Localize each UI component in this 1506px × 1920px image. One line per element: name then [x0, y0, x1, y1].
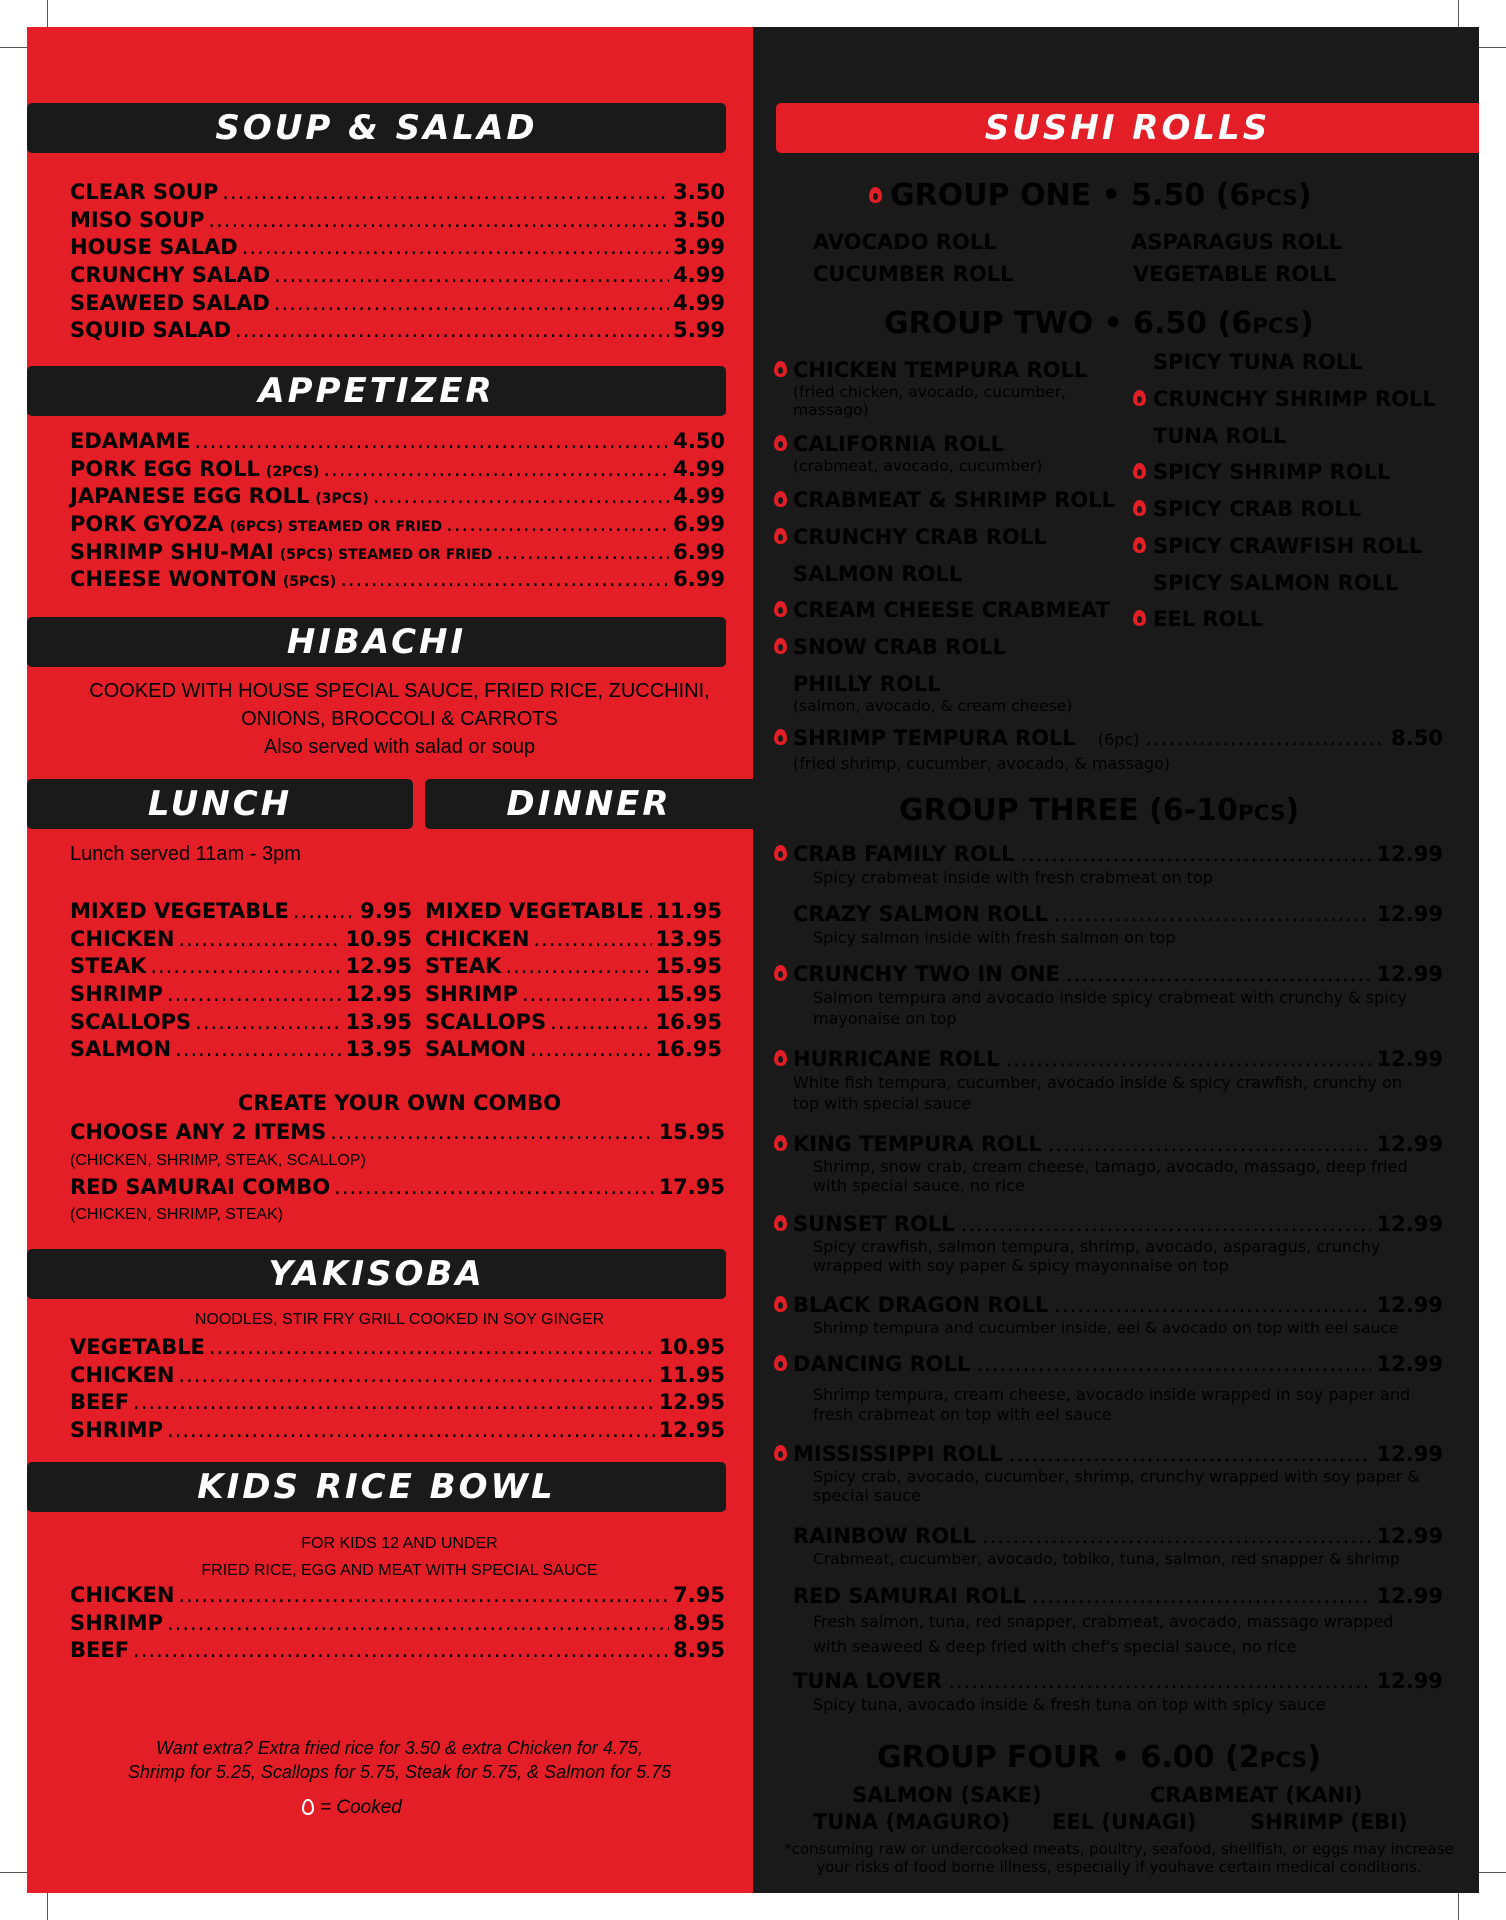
combo-list — [70, 1119, 725, 1228]
roll-item: KING TEMPURA ROLL ..... 12.99 Shrimp, snow crab, cream cheese, tamago, avocado, massago, deep fried with special sauce, no rice — [793, 1131, 1443, 1195]
yakisoba-subtitle: NOODLES, STIR FRY GRILL COOKED IN SOY GINGER — [194, 1311, 605, 1328]
section-title: KIDS RICE BOWL — [197, 1467, 556, 1507]
menu-row: SHRIMP ..... 12.95 — [70, 981, 412, 1009]
hibachi-header — [27, 617, 726, 667]
menu-row: CHEESE WONTON (5PCS) ..... 6.99 — [70, 566, 725, 594]
flame-icon — [774, 845, 787, 861]
menu-row: MISO SOUP ..... 3.50 — [70, 207, 725, 235]
soup-salad-header — [27, 103, 726, 153]
lunch-header — [27, 779, 413, 829]
menu-row: SEAWEED SALAD ..... 4.99 — [70, 290, 725, 318]
roll-item: SALMON ROLL — [793, 562, 963, 586]
menu-row: CHICKEN ..... 13.95 — [425, 926, 722, 954]
menu-row: SALMON ..... 13.95 — [70, 1036, 412, 1064]
dinner-header — [425, 779, 753, 829]
menu-row: SHRIMP ..... 12.95 — [70, 1417, 725, 1445]
menu-row: SQUID SALAD ..... 5.99 — [70, 317, 725, 345]
flame-icon — [774, 491, 787, 507]
roll-item: RED SAMURAI ROLL ..... 12.99 Fresh salmon, tuna, red snapper, crabmeat, avocado, massago wrapped with seaweed & deep fried with chef's special sauce, no rice — [793, 1583, 1443, 1659]
kids-description: FOR KIDS 12 AND UNDER FRIED RICE, EGG AND MEAT WITH SPECIAL SAUCE — [201, 1535, 598, 1579]
flame-icon — [1133, 463, 1146, 479]
section-title: APPETIZER — [258, 371, 495, 411]
roll-item: CRAB FAMILY ROLL ..... 12.99 Spicy crabmeat inside with fresh crabmeat on top — [793, 841, 1443, 888]
menu-row: SHRIMP ..... 15.95 — [425, 981, 722, 1009]
roll-item: EEL (UNAGI) — [1052, 1810, 1197, 1834]
roll-item: RAINBOW ROLL ..... 12.99 Crabmeat, cucumber, avocado, tobiko, tuna, salmon, red snapper & shrimp — [793, 1523, 1443, 1570]
lunch-list — [70, 898, 412, 1064]
menu-row: CLEAR SOUP ..... 3.50 — [70, 179, 725, 207]
menu-row: EDAMAME ..... 4.50 — [70, 428, 725, 456]
menu-row: CRUNCHY SALAD ..... 4.99 — [70, 262, 725, 290]
menu-row: SALMON ..... 16.95 — [425, 1036, 722, 1064]
roll-item: SPICY TUNA ROLL — [1153, 350, 1363, 374]
kids-list — [70, 1582, 725, 1665]
menu-row: CHICKEN ..... 11.95 — [70, 1362, 725, 1390]
sushi-rolls-header — [776, 103, 1479, 153]
section-title: HIBACHI — [286, 622, 467, 662]
roll-item: SPICY CRAB ROLL — [1153, 497, 1362, 521]
flame-icon — [1133, 390, 1146, 406]
flame-icon — [774, 1355, 787, 1371]
flame-icon — [774, 1445, 787, 1461]
roll-item: HURRICANE ROLL ..... 12.99 White fish tempura, cucumber, avocado inside & spicy crawfish, crunchy on top with special sauce — [793, 1046, 1443, 1114]
menu-row: SCALLOPS ..... 13.95 — [70, 1009, 412, 1037]
roll-item: CALIFORNIA ROLL (crabmeat, avocado, cucumber) — [793, 432, 1043, 475]
roll-item: TUNA (MAGURO) — [813, 1810, 1011, 1834]
dinner-list — [425, 898, 722, 1064]
flame-icon — [774, 1050, 787, 1066]
roll-item: CREAM CHEESE CRABMEAT — [793, 598, 1110, 622]
flame-icon — [774, 601, 787, 617]
roll-item: SHRIMP (EBI) — [1250, 1810, 1408, 1834]
roll-item: CHICKEN TEMPURA ROLL (fried chicken, avocado, cucumber, massago) — [793, 358, 1088, 419]
flame-icon — [774, 361, 787, 377]
soup-salad-list — [70, 179, 725, 345]
roll-item: CRABMEAT (KANI) — [1150, 1783, 1363, 1807]
roll-item: CRUNCHY TWO IN ONE ..... 12.99 Salmon tempura and avocado inside spicy crabmeat with crunchy & spicy mayonaise on top — [793, 961, 1443, 1029]
roll-item: CRAZY SALMON ROLL ..... 12.99 Spicy salmon inside with fresh salmon on top — [793, 901, 1443, 948]
crop-mark — [1476, 47, 1506, 48]
roll-item: DANCING ROLL ..... 12.99 Shrimp tempura, cream cheese, avocado inside wrapped in soy paper and fresh crabmeat on top with eel sauce — [793, 1351, 1443, 1425]
roll-item: ASPARAGUS ROLL — [1131, 230, 1343, 254]
roll-item: BLACK DRAGON ROLL ..... 12.99 Shrimp tempura and cucumber inside, eel & avocado on top with eel sauce — [793, 1292, 1443, 1339]
flame-icon — [774, 1296, 787, 1312]
crop-mark — [0, 1872, 30, 1873]
disclaimer: *consuming raw or undercooked meats, poultry, seafood, shellfish, or eggs may increase your risks of food borne illness, especially if youhave certain medical conditions. — [784, 1840, 1454, 1876]
group-three-title: GROUP THREE (6-10PCS) — [899, 793, 1300, 828]
menu-row: BEEF ..... 12.95 — [70, 1389, 725, 1417]
crop-mark — [1458, 1890, 1459, 1920]
roll-item: SALMON (SAKE) — [852, 1783, 1042, 1807]
menu-row: PORK EGG ROLL (2PCS) ..... 4.99 — [70, 456, 725, 484]
crop-mark — [47, 0, 48, 30]
yakisoba-header — [27, 1249, 726, 1299]
menu-row: SHRIMP ..... 8.95 — [70, 1610, 725, 1638]
roll-item: TUNA ROLL — [1153, 424, 1287, 448]
roll-item: AVOCADO ROLL — [813, 230, 997, 254]
roll-item: VEGETABLE ROLL — [1133, 262, 1336, 286]
menu-row: BEEF ..... 8.95 — [70, 1637, 725, 1665]
combo-note: (CHICKEN, SHRIMP, STEAK, SCALLOP) — [70, 1151, 366, 1169]
roll-item: EEL ROLL — [1153, 607, 1264, 631]
flame-icon — [302, 1799, 314, 1815]
roll-item: SNOW CRAB ROLL — [793, 635, 1006, 659]
section-title: SUSHI ROLLS — [984, 108, 1271, 148]
roll-item: MISSISSIPPI ROLL ..... 12.99 Spicy crab, avocado, cucumber, shrimp, crunchy wrapped with soy paper & special sauce — [793, 1441, 1443, 1505]
crop-mark — [1458, 0, 1459, 30]
section-title: YAKISOBA — [268, 1254, 485, 1294]
menu-row: STEAK ..... 12.95 — [70, 953, 412, 981]
flame-icon — [774, 1215, 787, 1231]
menu-row: HOUSE SALAD ..... 3.99 — [70, 234, 725, 262]
menu-row: SCALLOPS ..... 16.95 — [425, 1009, 722, 1037]
roll-item: SPICY SALMON ROLL — [1153, 571, 1399, 595]
roll-item: CRUNCHY SHRIMP ROLL — [1153, 387, 1436, 411]
flame-icon — [1133, 500, 1146, 516]
menu-row: SHRIMP SHU-MAI (5PCS) STEAMED OR FRIED ..... 6.99 — [70, 539, 725, 567]
crop-mark — [0, 47, 30, 48]
crop-mark — [1476, 1872, 1506, 1873]
section-title: DINNER — [506, 784, 672, 824]
shrimp-tempura-roll: SHRIMP TEMPURA ROLL (6pc) ..... 8.50 (fried shrimp, cucumber, avocado, & massago) — [793, 725, 1443, 774]
menu-row: VEGETABLE ..... 10.95 — [70, 1334, 725, 1362]
menu-row: STEAK ..... 15.95 — [425, 953, 722, 981]
roll-item: SPICY CRAWFISH ROLL — [1153, 534, 1423, 558]
menu-row: CHICKEN ..... 10.95 — [70, 926, 412, 954]
roll-item: PHILLY ROLL (salmon, avocado, & cream cheese) — [793, 672, 1073, 715]
section-title: SOUP & SALAD — [215, 108, 538, 148]
flame-icon — [869, 187, 882, 203]
menu-row: RED SAMURAI COMBO ..... 17.95 — [70, 1174, 725, 1202]
group-one-title: GROUP ONE • 5.50 (6PCS) — [890, 178, 1312, 213]
combo-title: CREATE YOUR OWN COMBO — [237, 1091, 562, 1115]
roll-item: TUNA LOVER ..... 12.99 Spicy tuna, avocado inside & fresh tuna on top with spicy sauce — [793, 1668, 1443, 1715]
group-four-title: GROUP FOUR • 6.00 (2PCS) — [877, 1740, 1321, 1775]
appetizer-header — [27, 366, 726, 416]
flame-icon — [774, 638, 787, 654]
flame-icon — [774, 528, 787, 544]
menu-row: JAPANESE EGG ROLL (3PCS) ..... 4.99 — [70, 483, 725, 511]
roll-item: SPICY SHRIMP ROLL — [1153, 460, 1391, 484]
lunch-note: Lunch served 11am - 3pm — [70, 843, 301, 865]
yakisoba-list — [70, 1334, 725, 1445]
flame-icon — [774, 965, 787, 981]
menu-row: PORK GYOZA (6PCS) STEAMED OR FRIED ..... 6.99 — [70, 511, 725, 539]
menu-row: CHICKEN ..... 7.95 — [70, 1582, 725, 1610]
kids-header — [27, 1462, 726, 1512]
cooked-legend: = Cooked — [302, 1797, 402, 1819]
menu-row: MIXED VEGETABLE ..... 9.95 — [70, 898, 412, 926]
flame-icon — [1133, 537, 1146, 553]
flame-icon — [774, 435, 787, 451]
roll-item: CRABMEAT & SHRIMP ROLL — [793, 488, 1116, 512]
appetizer-list — [70, 428, 725, 594]
flame-icon — [774, 729, 787, 745]
hibachi-description: COOKED WITH HOUSE SPECIAL SAUCE, FRIED RICE, ZUCCHINI, ONIONS, BROCCOLI & CARROTS Also served with salad or soup — [89, 680, 710, 758]
flame-icon — [774, 1135, 787, 1151]
menu-row: CHOOSE ANY 2 ITEMS ..... 15.95 — [70, 1119, 725, 1147]
roll-item: SUNSET ROLL ..... 12.99 Spicy crawfish, salmon tempura, shrimp, avocado, asparagus, crunchy wrapped with soy paper & spicy mayonnaise on top — [793, 1211, 1443, 1275]
menu-row: MIXED VEGETABLE ..... 11.95 — [425, 898, 722, 926]
roll-item: CRUNCHY CRAB ROLL — [793, 525, 1047, 549]
section-title: LUNCH — [147, 784, 293, 824]
roll-item: CUCUMBER ROLL — [813, 262, 1014, 286]
flame-icon — [1133, 610, 1146, 626]
extras-note: Want extra? Extra fried rice for 3.50 & extra Chicken for 4.75, Shrimp for 5.25, Scallops for 5.75, Steak for 5.75, & Salmon for 5.75 — [127, 1738, 672, 1782]
crop-mark — [47, 1890, 48, 1920]
group-two-title: GROUP TWO • 6.50 (6PCS) — [884, 306, 1314, 341]
combo-note: (CHICKEN, SHRIMP, STEAK) — [70, 1206, 284, 1224]
